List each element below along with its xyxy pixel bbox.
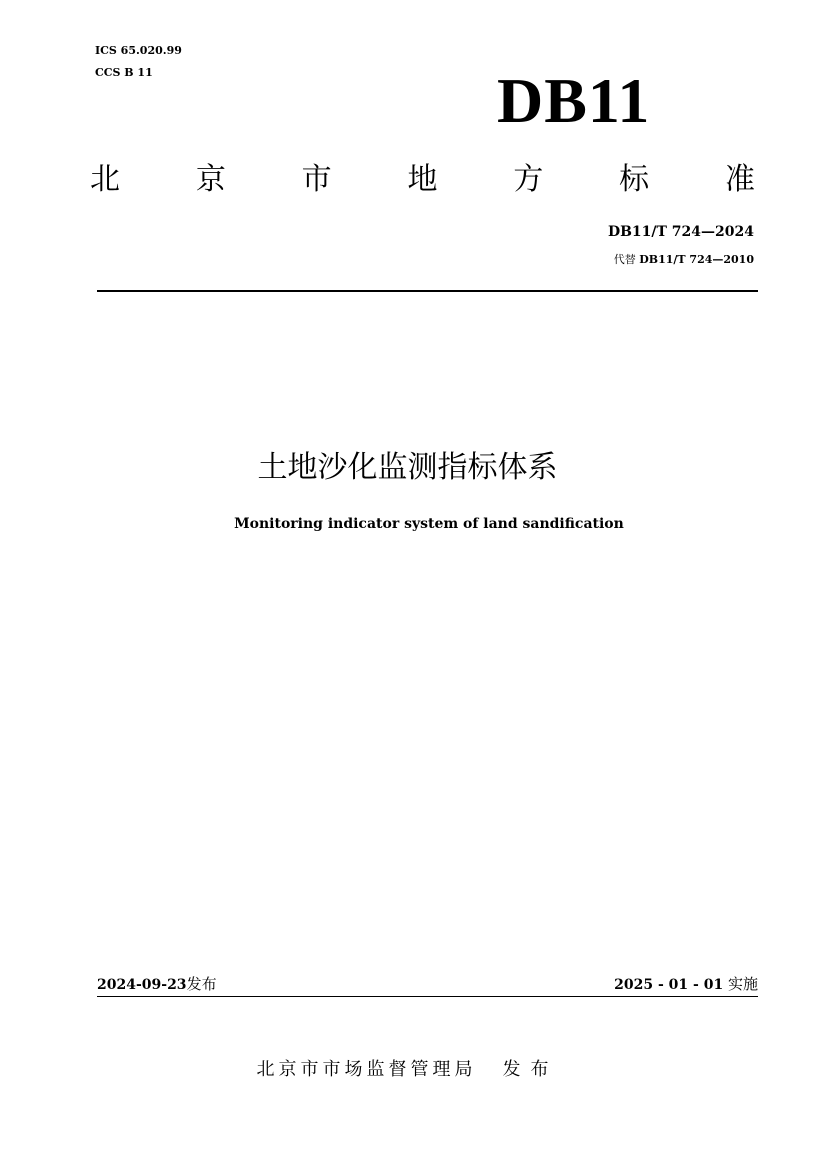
replaces-label: 代替 xyxy=(613,253,636,266)
standard-type-char: 地 xyxy=(407,162,438,197)
standard-type-char: 准 xyxy=(724,162,755,197)
standard-type-char: 标 xyxy=(619,162,650,197)
standard-number: DB11/T 724—2024 xyxy=(607,224,754,240)
ccs-code: CCS B 11 xyxy=(95,66,153,79)
footer-divider xyxy=(97,996,758,997)
standard-type-heading xyxy=(90,160,755,200)
issuer-verb: 发布 xyxy=(502,1059,559,1080)
standard-type-char: 方 xyxy=(513,162,544,197)
title-english: Monitoring indicator system of land sandification xyxy=(234,516,624,532)
issuer-line xyxy=(0,1055,815,1081)
db-mark: DB11 xyxy=(497,65,651,136)
implement-date: 2025 - 01 - 01 xyxy=(614,977,724,993)
replaces-line xyxy=(614,251,754,267)
standard-type-char: 北 xyxy=(90,162,120,197)
implement-date-line xyxy=(614,973,758,994)
replaced-standard-number: DB11/T 724—2010 xyxy=(639,253,754,266)
implement-label: 实施 xyxy=(727,975,758,993)
standard-type-char: 京 xyxy=(195,162,226,197)
issue-date-line xyxy=(97,973,217,994)
issue-date: 2024-09-23 xyxy=(97,977,187,993)
ics-code: ICS 65.020.99 xyxy=(95,44,182,57)
header-divider xyxy=(97,290,758,292)
issue-label: 发布 xyxy=(186,975,217,993)
title-chinese: 土地沙化监测指标体系 xyxy=(257,450,558,485)
issuer-organization: 北京市市场监督管理局 xyxy=(256,1059,477,1080)
classification-codes xyxy=(95,40,182,84)
standard-type-char: 市 xyxy=(301,162,332,197)
